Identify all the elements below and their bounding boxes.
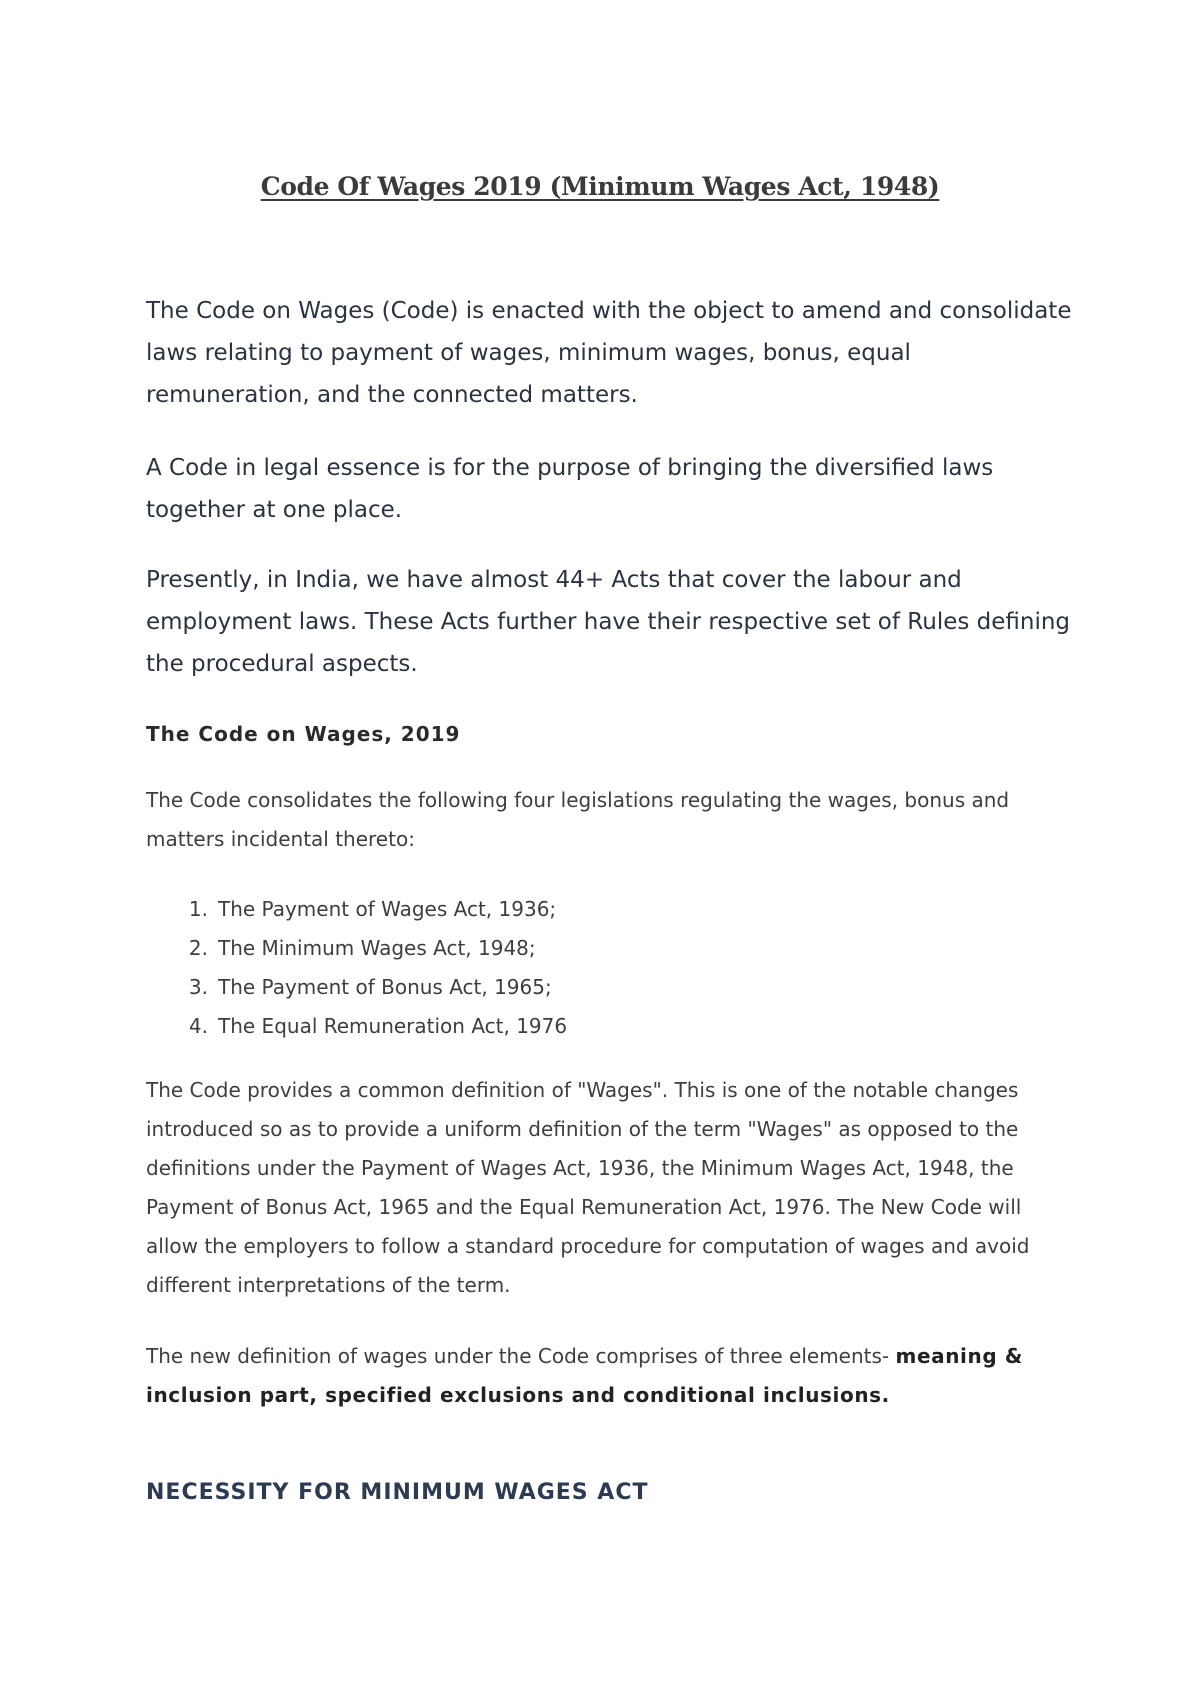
list-item: [146, 890, 567, 929]
list-item-text: The Payment of Bonus Act, 1965;: [218, 975, 552, 999]
section-heading: NECESSITY FOR MINIMUM WAGES ACT: [146, 1480, 649, 1505]
list-item-number: 2.: [188, 936, 208, 960]
document-title: Code Of Wages 2019 (Minimum Wages Act, 1948): [260, 172, 940, 201]
list-item: [146, 929, 567, 968]
list-item-number: 4.: [188, 1014, 208, 1038]
list-item-text: The Equal Remuneration Act, 1976: [218, 1014, 568, 1038]
list-item-text: The Payment of Wages Act, 1936;: [218, 897, 557, 921]
new-definition-paragraph: [146, 1337, 1076, 1415]
intro-paragraph-2: A Code in legal essence is for the purpose of bringing the diversified laws together at one place.: [146, 455, 994, 523]
list-item: [146, 1007, 567, 1046]
intro-paragraph-3: Presently, in India, we have almost 44+ Acts that cover the labour and employment laws. These Acts further have their respective set of Rules defining the procedural aspects.: [146, 567, 1071, 677]
new-definition-bold: meaning & inclusion part, specified exclusions and conditional inclusions.: [146, 1344, 1023, 1407]
new-definition-intro: The new definition of wages under the Code comprises of three elements-: [146, 1344, 896, 1368]
definition-paragraph: The Code provides a common definition of "Wages". This is one of the notable changes introduced so as to provide a uniform definition of the term "Wages" as opposed to the definitions under the Payment of Wages Act, 1936, the Minimum Wages Act, 1948, the Payment of Bonus Act, 1965 and the Equal Remuneration Act, 1976. The New Code will allow the employers to follow a standard procedure for computation of wages and avoid different interpretations of the term.: [146, 1078, 1030, 1297]
legislations-list: [146, 890, 567, 1046]
consolidates-paragraph: The Code consolidates the following four legislations regulating the wages, bonus and matters incidental thereto:: [146, 788, 1010, 851]
intro-paragraph-1: The Code on Wages (Code) is enacted with the object to amend and consolidate laws relating to payment of wages, minimum wages, bonus, equal remuneration, and the connected matters.: [146, 298, 1072, 408]
list-item: [146, 968, 567, 1007]
list-item-number: 1.: [188, 897, 208, 921]
list-item-text: The Minimum Wages Act, 1948;: [218, 936, 536, 960]
list-item-number: 3.: [188, 975, 208, 999]
subheading: The Code on Wages, 2019: [146, 722, 461, 746]
